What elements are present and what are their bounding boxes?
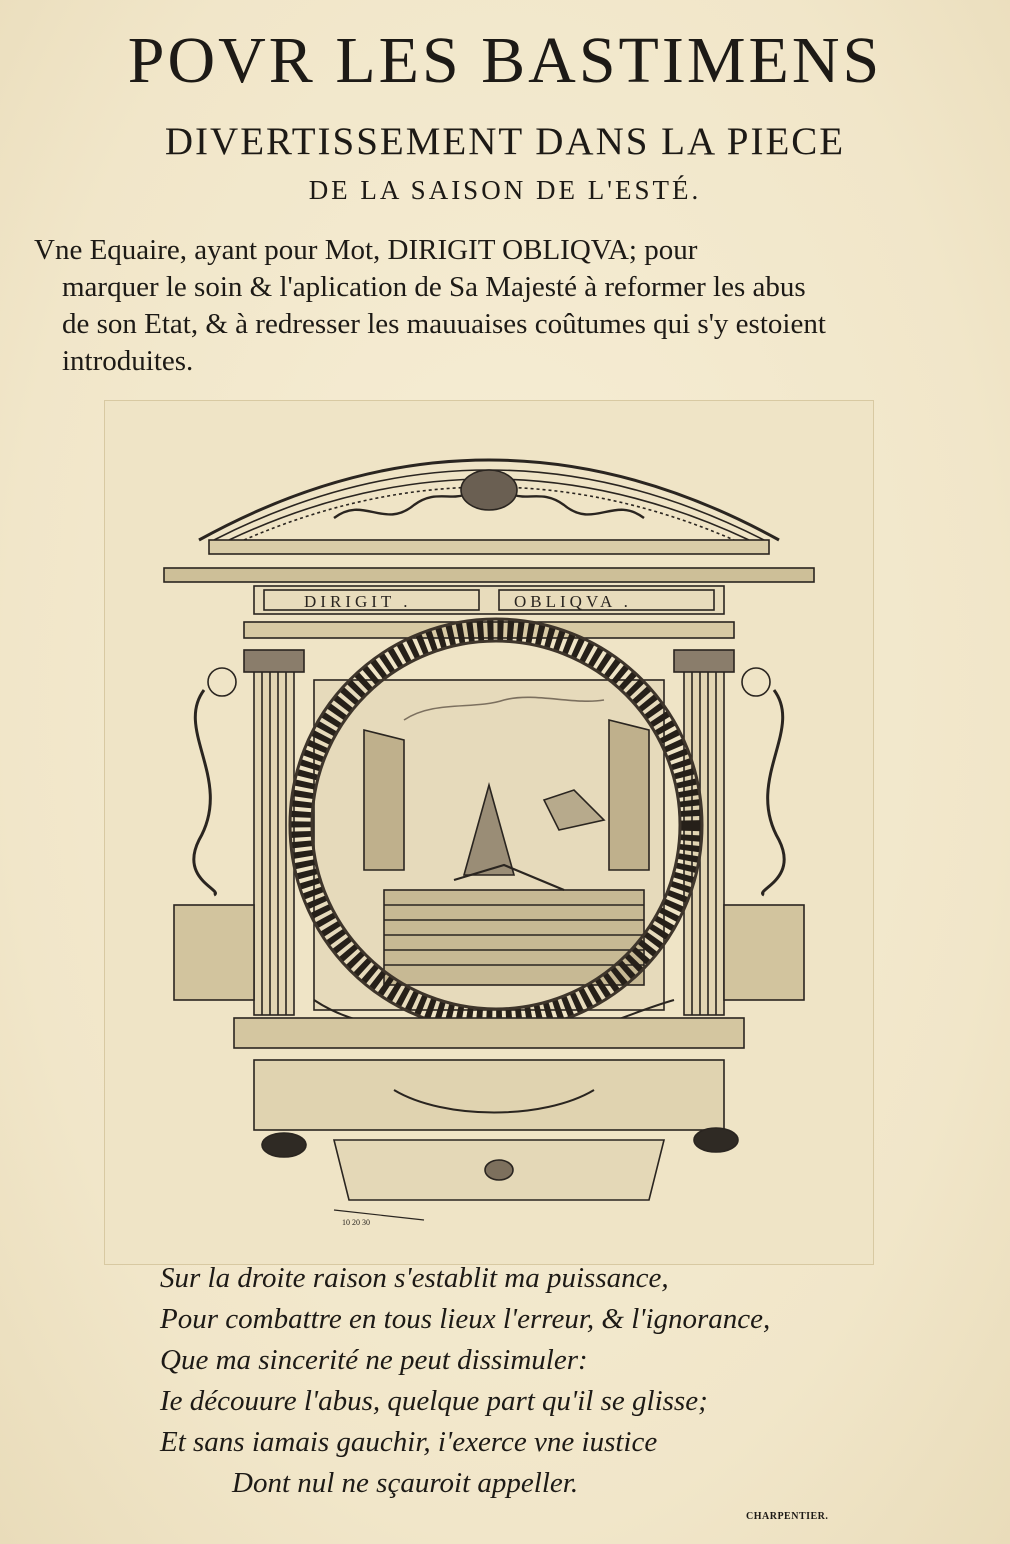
engraving-plate [104, 400, 874, 1265]
description-line: introduites. [62, 345, 194, 377]
motto-right: OBLIQVA . [514, 592, 632, 611]
description-line: marquer le soin & l'aplication de Sa Majesté à reformer les abus [62, 271, 806, 303]
description-paragraph [34, 232, 964, 380]
verse-line: Que ma sincerité ne peut dissimuler: [160, 1344, 588, 1376]
verse-block [160, 1258, 880, 1504]
description-line: Vne Equaire, ayant pour Mot, DIRIGIT OBLIQVA; pour [34, 234, 698, 266]
motto-left: DIRIGIT . [304, 592, 412, 611]
ruler-scale-label: 10 20 30 [342, 1218, 370, 1227]
page-title: POVR LES BASTIMENS [127, 24, 883, 97]
verse-line: Dont nul ne sçauroit appeller. [232, 1467, 579, 1499]
description-line: de son Etat, & à redresser les mauuaises coûtumes qui s'y estoient [62, 308, 826, 340]
subtitle-line-1: DIVERTISSEMENT DANS LA PIECE [164, 120, 846, 163]
subtitle-line-2: DE LA SAISON DE L'ESTÉ. [308, 175, 702, 205]
verse-line: Pour combattre en tous lieux l'erreur, & l'ignorance, [160, 1303, 771, 1335]
engraver-signature: CHARPENTIER. [746, 1511, 829, 1522]
verse-line: Sur la droite raison s'establit ma puissance, [160, 1262, 669, 1294]
verse-line: Et sans iamais gauchir, i'exerce vne iustice [160, 1426, 658, 1458]
verse-line: Ie découure l'abus, quelque part qu'il se glisse; [160, 1385, 708, 1417]
engraving-illustration [104, 400, 874, 1265]
